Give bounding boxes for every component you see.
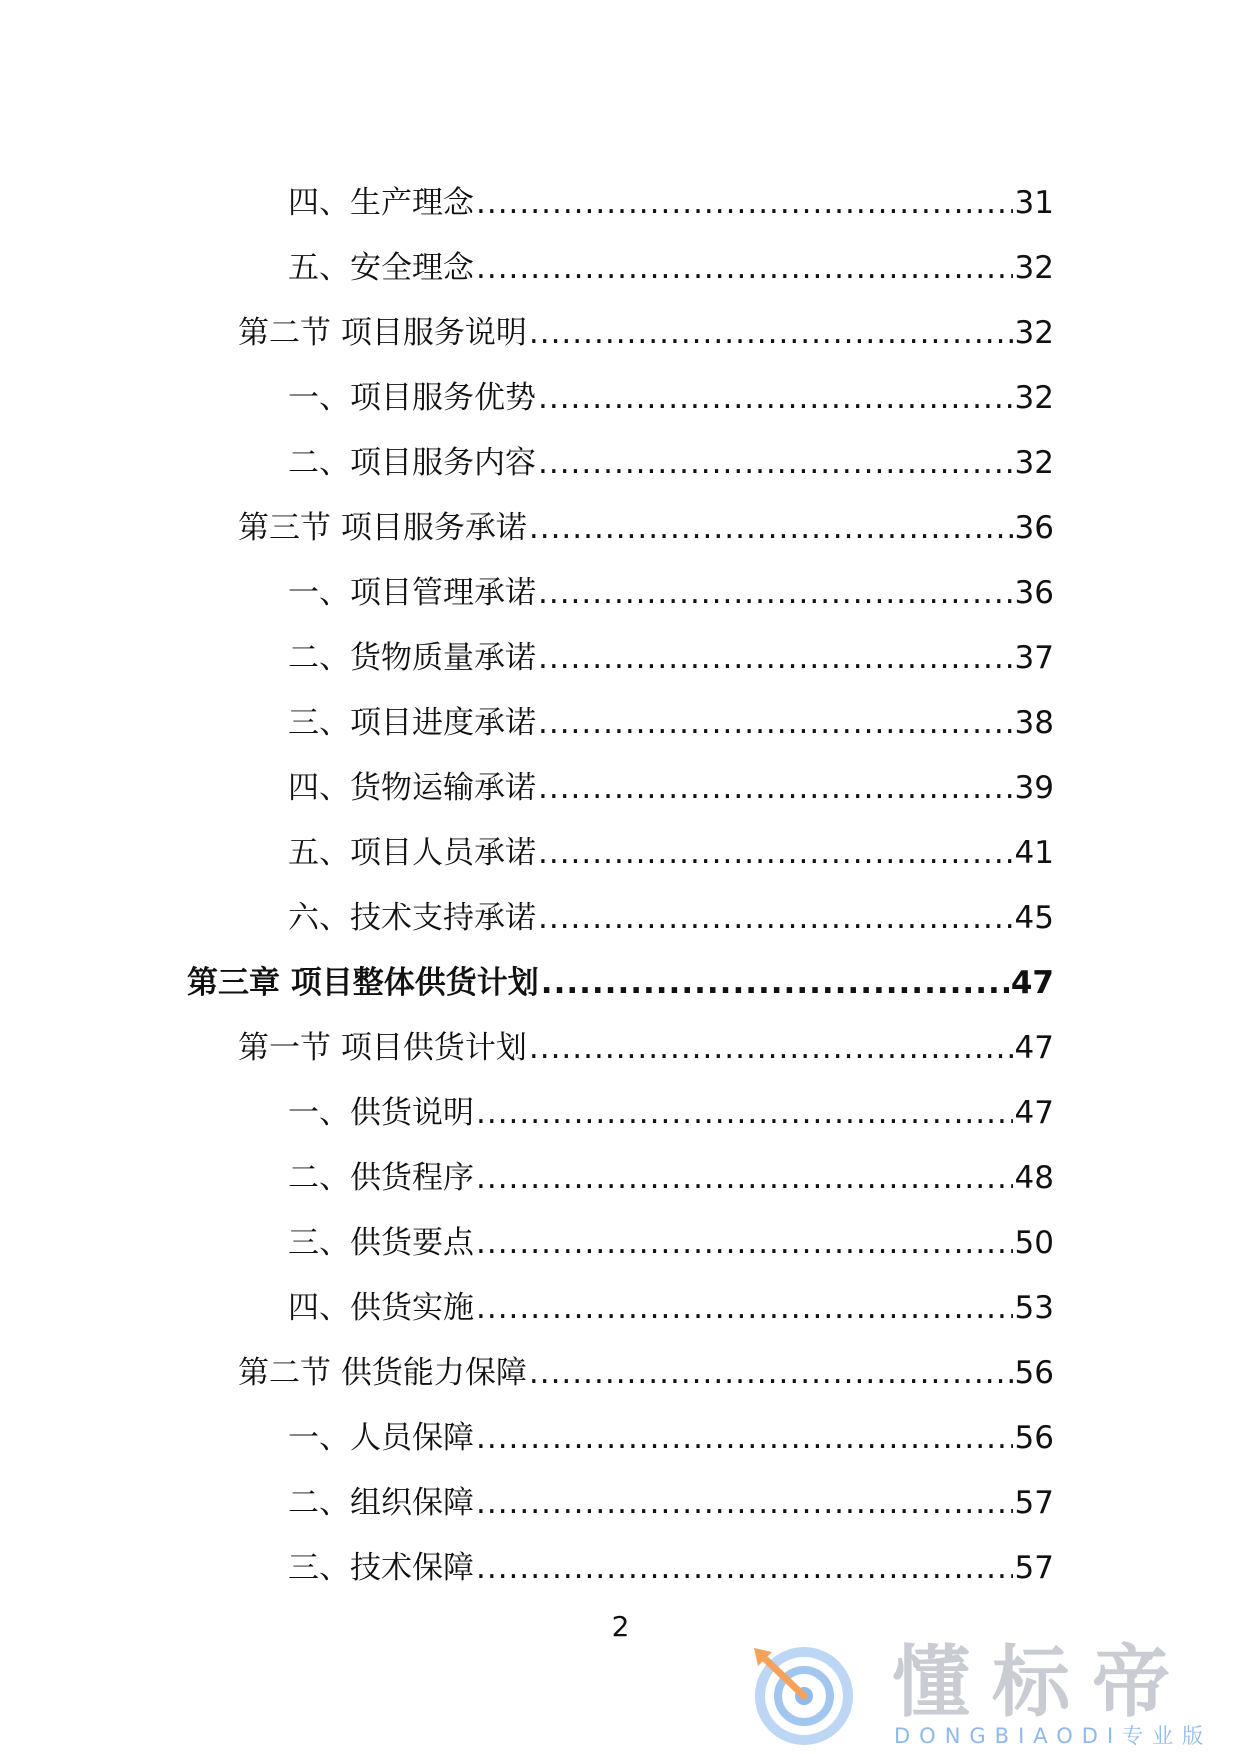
- toc-entry[interactable]: [0, 352, 1241, 417]
- toc-entry[interactable]: [0, 287, 1241, 352]
- toc-entry-page: 56: [1014, 1420, 1054, 1456]
- toc-entry-page: 37: [1014, 640, 1054, 676]
- toc-entry-page: 48: [1014, 1160, 1054, 1196]
- toc-entry[interactable]: [0, 1067, 1241, 1132]
- toc-dot-leader: [538, 704, 1013, 742]
- toc-entry-page: 47: [1014, 1095, 1054, 1131]
- toc-dot-leader: [476, 1289, 1013, 1327]
- toc-dot-leader: [476, 1549, 1013, 1587]
- table-of-contents: [0, 157, 1241, 1587]
- toc-dot-leader: [476, 1159, 1013, 1197]
- toc-entry[interactable]: [0, 1197, 1241, 1262]
- toc-entry[interactable]: [0, 1002, 1241, 1067]
- toc-dot-leader: [529, 509, 1013, 547]
- toc-entry-page: 32: [1014, 315, 1054, 351]
- toc-entry-page: 57: [1014, 1485, 1054, 1521]
- toc-entry-page: 45: [1014, 900, 1054, 936]
- toc-entry-page: 32: [1014, 380, 1054, 416]
- toc-entry[interactable]: [0, 1132, 1241, 1197]
- toc-entry-label: 五、安全理念: [288, 250, 474, 286]
- toc-dot-leader: [476, 1224, 1013, 1262]
- toc-entry-page: 38: [1014, 705, 1054, 741]
- toc-entry-label: 二、供货程序: [288, 1160, 474, 1196]
- toc-dot-leader: [476, 1094, 1013, 1132]
- toc-entry-page: 56: [1014, 1355, 1054, 1391]
- toc-entry-page: 47: [1010, 965, 1054, 1001]
- toc-entry[interactable]: [0, 1457, 1241, 1522]
- toc-entry-page: 32: [1014, 250, 1054, 286]
- toc-entry-page: 32: [1014, 445, 1054, 481]
- toc-dot-leader: [538, 769, 1013, 807]
- toc-entry[interactable]: [0, 742, 1241, 807]
- toc-entry-label: 五、项目人员承诺: [288, 835, 536, 871]
- toc-dot-leader: [476, 1419, 1013, 1457]
- target-icon: [742, 1638, 862, 1748]
- toc-dot-leader: [541, 964, 1009, 1002]
- toc-entry[interactable]: [0, 937, 1241, 1002]
- toc-entry-page: 31: [1014, 185, 1054, 221]
- toc-dot-leader: [538, 834, 1013, 872]
- toc-entry-label: 二、组织保障: [288, 1485, 474, 1521]
- toc-entry-label: 第二节 项目服务说明: [238, 315, 527, 351]
- toc-entry-page: 36: [1014, 575, 1054, 611]
- toc-dot-leader: [476, 184, 1013, 222]
- toc-entry-label: 第三章 项目整体供货计划: [187, 965, 539, 1001]
- toc-dot-leader: [476, 249, 1013, 287]
- toc-entry-label: 一、项目管理承诺: [288, 575, 536, 611]
- watermark-subtitle: DONGBIAODI专业版: [894, 1724, 1213, 1748]
- toc-entry-label: 四、生产理念: [288, 185, 474, 221]
- toc-dot-leader: [538, 639, 1013, 677]
- toc-dot-leader: [529, 1354, 1013, 1392]
- toc-entry-label: 三、技术保障: [288, 1550, 474, 1586]
- toc-entry[interactable]: [0, 1262, 1241, 1327]
- toc-entry-page: 41: [1014, 835, 1054, 871]
- toc-entry-page: 36: [1014, 510, 1054, 546]
- watermark: [742, 1638, 1222, 1748]
- toc-entry-label: 第一节 项目供货计划: [238, 1030, 527, 1066]
- toc-entry-page: 50: [1014, 1225, 1054, 1261]
- toc-dot-leader: [538, 379, 1013, 417]
- toc-entry-label: 四、供货实施: [288, 1290, 474, 1326]
- toc-entry-page: 47: [1014, 1030, 1054, 1066]
- toc-entry-label: 第三节 项目服务承诺: [238, 510, 527, 546]
- watermark-brand-name: 懂标帝: [892, 1638, 1193, 1728]
- toc-entry-label: 一、供货说明: [288, 1095, 474, 1131]
- toc-entry[interactable]: [0, 1392, 1241, 1457]
- toc-entry[interactable]: [0, 222, 1241, 287]
- toc-entry[interactable]: [0, 482, 1241, 547]
- toc-entry[interactable]: [0, 807, 1241, 872]
- toc-dot-leader: [529, 314, 1013, 352]
- toc-entry[interactable]: [0, 1327, 1241, 1392]
- toc-entry-label: 一、人员保障: [288, 1420, 474, 1456]
- toc-dot-leader: [538, 444, 1013, 482]
- toc-entry[interactable]: [0, 547, 1241, 612]
- toc-entry[interactable]: [0, 157, 1241, 222]
- toc-dot-leader: [529, 1029, 1013, 1067]
- toc-entry-label: 四、货物运输承诺: [288, 770, 536, 806]
- toc-entry[interactable]: [0, 612, 1241, 677]
- toc-entry-page: 53: [1014, 1290, 1054, 1326]
- toc-entry-label: 二、货物质量承诺: [288, 640, 536, 676]
- toc-entry[interactable]: [0, 1522, 1241, 1587]
- toc-entry-label: 一、项目服务优势: [288, 380, 536, 416]
- page-number: 2: [611, 1610, 630, 1643]
- toc-dot-leader: [538, 574, 1013, 612]
- toc-entry[interactable]: [0, 872, 1241, 937]
- toc-entry-label: 三、项目进度承诺: [288, 705, 536, 741]
- toc-entry-page: 57: [1014, 1550, 1054, 1586]
- toc-entry[interactable]: [0, 417, 1241, 482]
- toc-dot-leader: [476, 1484, 1013, 1522]
- toc-entry[interactable]: [0, 677, 1241, 742]
- toc-entry-label: 六、技术支持承诺: [288, 900, 536, 936]
- toc-entry-page: 39: [1014, 770, 1054, 806]
- toc-entry-label: 第二节 供货能力保障: [238, 1355, 527, 1391]
- toc-dot-leader: [538, 899, 1013, 937]
- toc-entry-label: 二、项目服务内容: [288, 445, 536, 481]
- toc-entry-label: 三、供货要点: [288, 1225, 474, 1261]
